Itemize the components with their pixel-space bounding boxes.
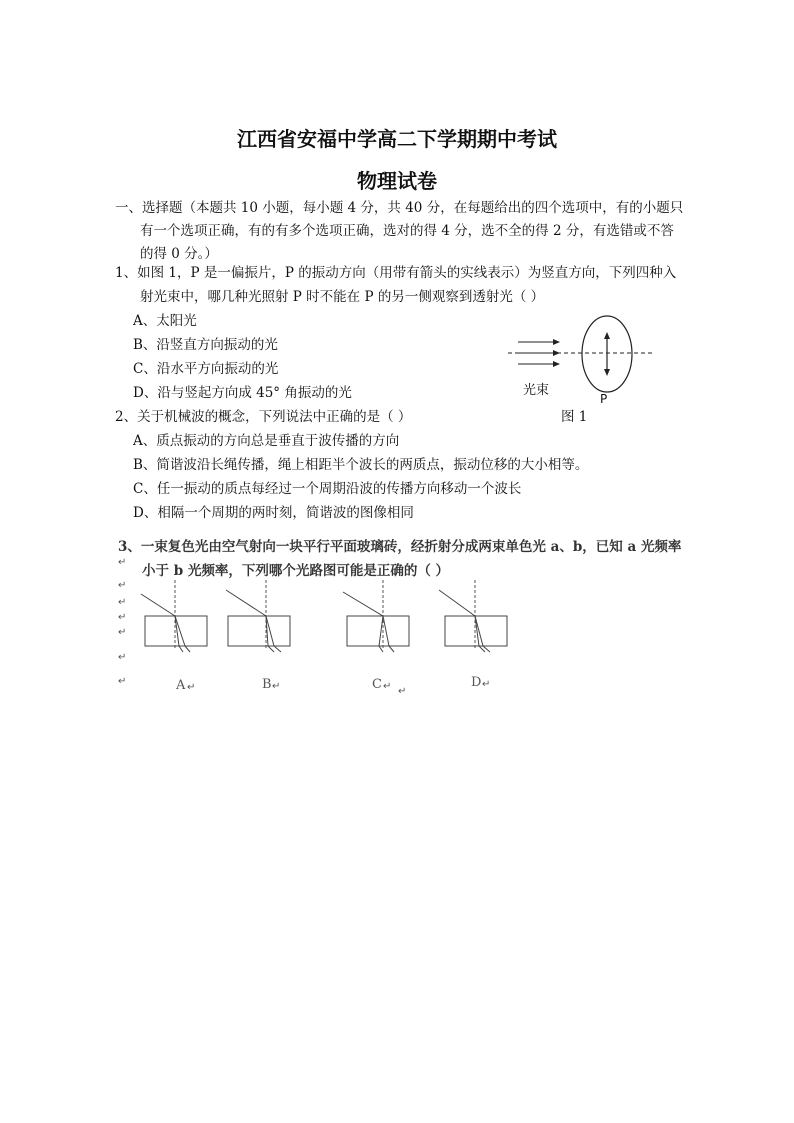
q1-option-c: C、沿水平方向振动的光 <box>133 361 279 377</box>
return-mark: ↵ <box>482 679 491 690</box>
exam-subtitle: 物理试卷 <box>357 169 437 193</box>
q3-label-b: B <box>262 677 272 692</box>
section-heading-line3: 的得 0 分。） <box>140 246 218 262</box>
return-mark: ↵ <box>118 612 127 623</box>
figure-1-caption: 图 1 <box>561 409 588 425</box>
q3-label-d: D <box>471 675 482 690</box>
q2-option-d: D、相隔一个周期的两时刻，简谐波的图像相同 <box>133 505 414 521</box>
q1-option-a: A、太阳光 <box>133 313 197 329</box>
q3-diagram-a <box>135 578 215 653</box>
exam-title: 江西省安福中学高二下学期期中考试 <box>237 127 557 151</box>
return-mark: ↵ <box>272 681 281 692</box>
q1-stem-line1: 1、如图 1，P 是一偏振片，P 的振动方向（用带有箭头的实线表示）为竖直方向，下列四种入 <box>115 265 677 281</box>
return-mark: ↵ <box>398 686 407 697</box>
return-mark: ↵ <box>118 580 127 591</box>
q3-stem-line2: 小于 b 光频率，下列哪个光路图可能是正确的（ ） <box>142 563 450 579</box>
q2-option-b: B、简谐波沿长绳传播，绳上相距半个波长的两质点，振动位移的大小相等。 <box>133 457 589 473</box>
beam-label: 光束 <box>523 383 550 398</box>
section-heading-line2: 有一个选项正确，有的有多个选项正确，选对的得 4 分，选不全的得 2 分，有选错或不答 <box>140 223 674 239</box>
q2-stem: 2、关于机械波的概念，下列说法中正确的是（ ） <box>115 409 412 425</box>
polarizer-label: P <box>600 392 608 406</box>
q2-option-a: A、质点振动的方向总是垂直于波传播的方向 <box>133 433 400 449</box>
return-mark: ↵ <box>118 627 127 638</box>
return-mark: ↵ <box>383 681 392 692</box>
return-mark: ↵ <box>118 597 127 608</box>
return-mark: ↵ <box>118 557 127 568</box>
return-mark: ↵ <box>118 676 127 687</box>
q1-stem-line2: 射光束中，哪几种光照射 P 时不能在 P 的另一侧观察到透射光（ ） <box>140 289 545 305</box>
q3-diagram-b <box>218 578 298 653</box>
return-mark: ↵ <box>187 682 196 693</box>
section-heading-line1: 一、选择题（本题共 10 小题，每小题 4 分，共 40 分，在每题给出的四个选项中，有的小题只 <box>115 200 684 216</box>
q2-option-c: C、任一振动的质点每经过一个周期沿波的传播方向移动一个波长 <box>133 481 522 497</box>
return-mark: ↵ <box>118 652 127 663</box>
q3-label-c: C <box>372 677 382 692</box>
q1-option-b: B、沿竖直方向振动的光 <box>133 337 278 353</box>
q1-option-d: D、沿与竖起方向成 45° 角振动的光 <box>133 385 352 401</box>
q3-diagram-c <box>337 578 417 653</box>
q3-label-a: A <box>176 678 186 693</box>
q3-stem-line1: 3、一束复色光由空气射向一块平行平面玻璃砖，经折射分成两束单色光 a、b，已知 a 光频率 <box>118 539 682 555</box>
q3-diagram-d <box>435 578 515 653</box>
